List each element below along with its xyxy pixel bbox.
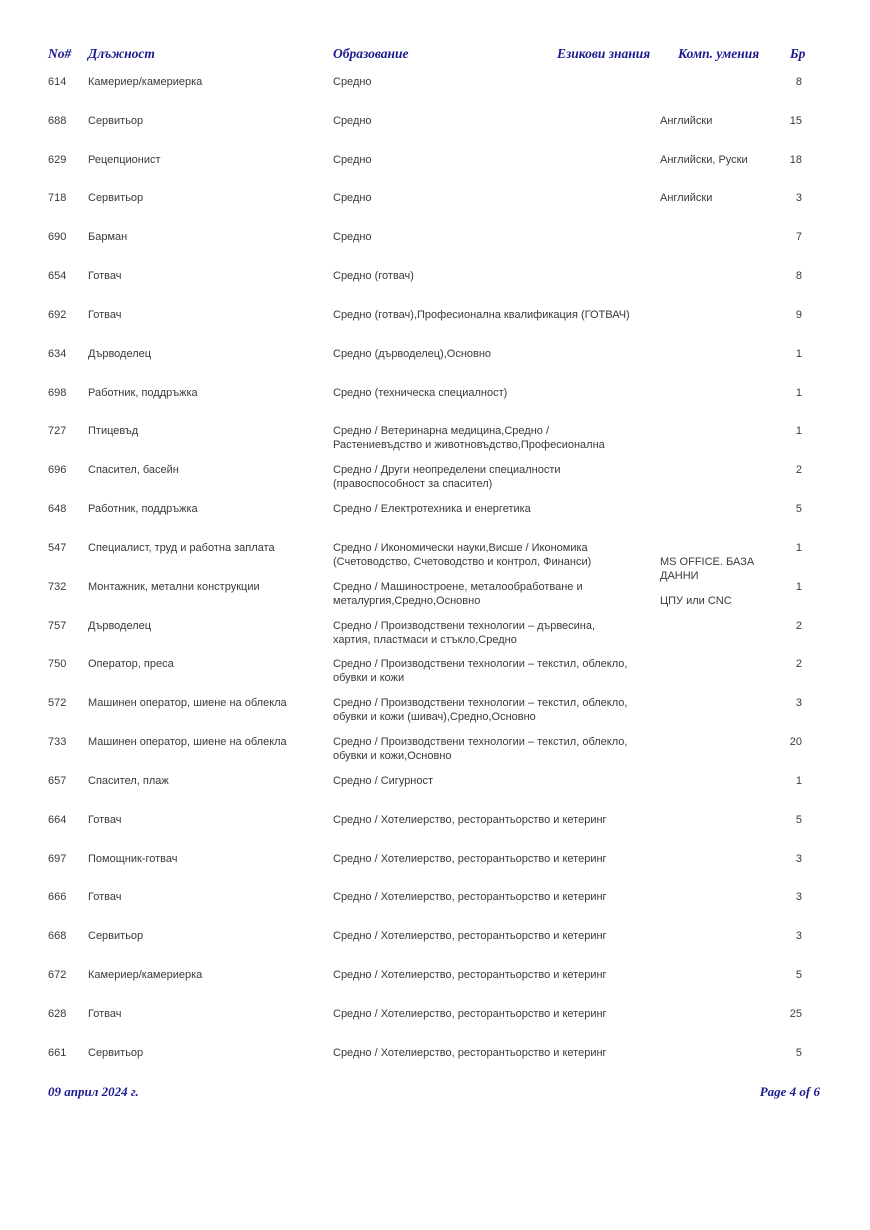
column-header-education: Образование [333,46,409,61]
table-row [0,386,870,425]
cell-count: 2 [795,464,802,477]
cell-education: Средно [333,231,372,244]
cell-education: Средно / Сигурност [333,774,434,787]
cell-no: 661 [48,1046,67,1059]
cell-education: Средно / Хотелиерство, ресторантьорство и кетеринг [333,1007,607,1020]
cell-position: Работник, поддръжка [88,503,198,516]
cell-count: 1 [795,541,802,554]
cell-count: 2 [795,619,802,632]
cell-no: 547 [48,541,67,554]
cell-education: Средно / Машиностроене, металообработване и металургия,Средно,Основно [333,580,583,607]
cell-no: 572 [48,697,67,710]
table-row [0,1046,870,1085]
cell-position: Дърводелец [88,619,152,632]
table-row [0,580,870,619]
cell-education: Средно / Ветеринарна медицина,Средно / Растениевъдство и животновъдство,Професионална [333,425,605,452]
cell-position: Спасител, басейн [88,464,179,477]
column-header-languages: Езикови знания [557,46,651,61]
cell-position: Барман [88,231,128,244]
cell-count: 3 [795,192,802,205]
cell-count: 5 [795,503,802,516]
cell-no: 692 [48,308,67,321]
cell-no: 634 [48,347,67,360]
table-row [0,619,870,658]
cell-education: Средно (готвач) [333,270,414,283]
cell-position: Сервитьор [88,1046,144,1059]
cell-no: 666 [48,891,67,904]
cell-count: 3 [795,891,802,904]
cell-languages: Английски, Руски [660,153,748,166]
cell-count: 1 [795,386,802,399]
table-row [0,852,870,891]
cell-languages: Английски [660,192,713,205]
cell-count: 3 [795,697,802,710]
cell-education: Средно / Икономически науки,Висше / Икономика (Счетоводство, Счетоводство и контрол, Финанси) [333,541,592,568]
cell-position: Спасител, плаж [88,774,169,787]
cell-count: 20 [789,736,802,749]
column-header-position: Длъжност [88,46,155,61]
cell-no: 672 [48,969,67,982]
cell-count: 3 [795,852,802,865]
cell-count: 9 [795,308,802,321]
cell-no: 757 [48,619,67,632]
cell-education: Средно / Хотелиерство, ресторантьорство и кетеринг [333,930,607,943]
cell-count: 5 [795,1046,802,1059]
cell-position: Готвач [88,813,122,826]
cell-education: Средно / Производствени технологии – дървесина, хартия, пластмаси и стъкло,Средно [333,619,596,646]
cell-education: Средно / Производствени технологии – текстил, облекло, обувки и кожи (шивач),Средно,Основно [333,697,628,724]
table-row [0,774,870,813]
cell-education: Средно / Хотелиерство, ресторантьорство и кетеринг [333,852,607,865]
cell-count: 15 [789,114,802,127]
cell-no: 688 [48,114,67,127]
cell-computer-skills: ЦПУ или CNC [660,594,732,607]
cell-education: Средно / Хотелиерство, ресторантьорство и кетеринг [333,1046,607,1059]
table-header-row [0,46,870,66]
page-footer [0,1084,870,1104]
table-row [0,696,870,735]
cell-position: Камериер/камериерка [88,76,203,88]
cell-no: 664 [48,813,67,826]
cell-education: Средно (дърводелец),Основно [333,347,492,360]
table-row [0,230,870,269]
cell-education: Средно / Производствени технологии – текстил, облекло, обувки и кожи [333,658,628,685]
cell-education: Средно / Хотелиерство, ресторантьорство и кетеринг [333,969,607,982]
cell-education: Средно (техническа специалност) [333,386,508,399]
table-row [0,347,870,386]
cell-count: 3 [795,930,802,943]
cell-no: 629 [48,153,67,166]
cell-no: 696 [48,464,67,477]
cell-count: 1 [795,425,802,438]
table-row [0,114,870,153]
cell-education: Средно / Други неопределени специалности (правоспособност за спасител) [333,464,561,491]
cell-count: 8 [795,76,802,88]
cell-count: 25 [789,1007,802,1020]
cell-languages: Английски [660,114,713,127]
cell-education: Средно [333,153,372,166]
cell-position: Работник, поддръжка [88,386,198,399]
cell-position: Дърводелец [88,347,152,360]
report-date: 09 април 2024 г. [48,1084,139,1099]
cell-education: Средно / Хотелиерство, ресторантьорство и кетеринг [333,813,607,826]
cell-count: 8 [795,270,802,283]
cell-count: 2 [795,658,802,671]
cell-no: 657 [48,774,67,787]
cell-no: 697 [48,852,67,865]
cell-count: 18 [789,153,802,166]
cell-no: 614 [48,76,67,88]
cell-position: Помощник-готвач [88,852,178,865]
table-row [0,929,870,968]
cell-count: 1 [795,580,802,593]
cell-no: 648 [48,503,67,516]
cell-position: Готвач [88,1007,122,1020]
cell-no: 733 [48,736,67,749]
cell-position: Оператор, преса [88,658,174,671]
cell-no: 654 [48,270,67,283]
table-row [0,153,870,192]
cell-position: Сервитьор [88,930,144,943]
cell-no: 628 [48,1007,67,1020]
cell-education: Средно / Електротехника и енергетика [333,503,531,516]
cell-position: Сервитьор [88,192,144,205]
cell-no: 732 [48,580,67,593]
table-row [0,968,870,1007]
cell-no: 668 [48,930,67,943]
table-row [0,75,870,114]
cell-computer-skills: MS OFFICE. БАЗА ДАННИ [660,555,755,582]
table-row [0,657,870,696]
cell-position: Монтажник, метални конструкции [88,580,260,593]
table-row [0,463,870,502]
cell-education: Средно / Хотелиерство, ресторантьорство и кетеринг [333,891,607,904]
cell-education: Средно (готвач),Професионална квалификация (ГОТВАЧ) [333,308,630,321]
table-row [0,541,870,580]
cell-position: Специалист, труд и работна заплата [88,541,275,554]
cell-position: Машинен оператор, шиене на облекла [88,736,287,749]
cell-count: 5 [795,969,802,982]
cell-no: 718 [48,192,67,205]
cell-no: 750 [48,658,67,671]
cell-position: Сервитьор [88,114,144,127]
table-body [0,75,870,1085]
cell-position: Готвач [88,308,122,321]
table-row [0,502,870,541]
cell-count: 1 [795,347,802,360]
cell-position: Готвач [88,891,122,904]
table-row [0,424,870,463]
table-row [0,735,870,774]
cell-position: Камериер/камериерка [88,969,203,982]
table-row [0,308,870,347]
column-header-count: Бр [790,46,806,61]
table-row [0,269,870,308]
cell-no: 690 [48,231,67,244]
cell-education: Средно [333,76,372,88]
cell-no: 698 [48,386,67,399]
cell-position: Готвач [88,270,122,283]
column-header-no: No# [48,46,72,61]
cell-count: 5 [795,813,802,826]
cell-count: 1 [795,774,802,787]
cell-position: Рецепционист [88,153,161,166]
cell-position: Птицевъд [88,425,139,438]
table-row [0,1007,870,1046]
cell-position: Машинен оператор, шиене на облекла [88,697,287,710]
cell-no: 727 [48,425,67,438]
column-header-computer-skills: Комп. умения [678,46,760,61]
cell-education: Средно [333,114,372,127]
cell-education: Средно [333,192,372,205]
table-row [0,191,870,230]
cell-count: 7 [795,231,802,244]
table-row [0,813,870,852]
cell-education: Средно / Производствени технологии – текстил, облекло, обувки и кожи,Основно [333,736,628,763]
table-row [0,890,870,929]
page-number: Page 4 of 6 [759,1084,820,1099]
